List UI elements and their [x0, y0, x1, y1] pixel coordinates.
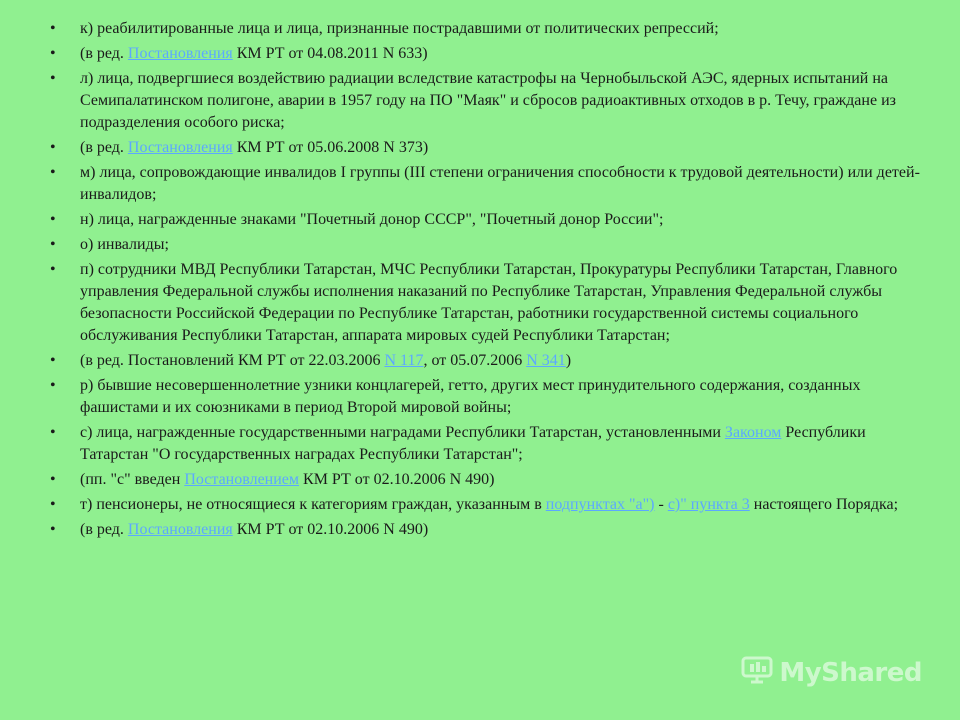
list-item: • м) лица, сопровождающие инвалидов I группы (III степени ограничения способности к трудовой деятельности) или детей-инвалидов;	[50, 164, 920, 203]
list-item: • р) бывшие несовершеннолетние узники концлагерей, гетто, других мест принудительного содержания, созданных фашистами и их союзниками в период Второй мировой войны;	[50, 377, 861, 416]
list-item: • л) лица, подвергшиеся воздействию радиации вследствие катастрофы на Чернобыльской АЭС, ядерных испытаний на Семипалатинском полигоне, аварии в 1957 году на ПО "Маяк" и сбросов радиоактивных отходов в р. Течу, граждане из подразделения особого риска;	[50, 70, 896, 131]
link-s-punkta-3[interactable]: с)" пункта 3	[667, 496, 750, 513]
presentation-screen-icon	[741, 655, 773, 690]
bullet: •	[50, 471, 56, 488]
list-item: • к) реабилитированные лица и лица, признанные пострадавшими от политических репрессий;	[50, 18, 920, 40]
list-item: • т) пенсионеры, не относящиеся к категориям граждан, указанным в подпунктах "а") - с)" пункта 3 настоящего Порядка;	[50, 494, 920, 516]
bullet: •	[50, 496, 56, 513]
list-item: • (в ред. Постановления КМ РТ от 05.06.2008 N 373)	[50, 137, 920, 159]
item-list	[50, 18, 920, 544]
bullet: •	[50, 70, 56, 87]
bullet: •	[50, 352, 56, 369]
link-postanovleniya[interactable]: Постановления	[127, 139, 233, 156]
list-item: • о) инвалиды;	[50, 234, 920, 256]
bullet: •	[50, 139, 56, 156]
list-item: • (пп. "с" введен Постановлением КМ РТ от 02.10.2006 N 490)	[50, 469, 920, 491]
bullet: •	[50, 211, 56, 228]
list-item: • с) лица, награжденные государственными наградами Республики Татарстан, установленными Законом Республики Татарстан "О государственных наградах Республики Татарстан";	[50, 424, 866, 463]
link-podpunktah-a[interactable]: подпунктах "а")	[545, 496, 655, 513]
bullet: •	[50, 164, 56, 181]
bullet: •	[50, 521, 56, 538]
bullet: •	[50, 45, 56, 62]
link-n341[interactable]: N 341	[526, 352, 566, 369]
bullet: •	[50, 261, 56, 278]
list-item: • (в ред. Постановления КМ РТ от 02.10.2006 N 490)	[50, 519, 920, 541]
link-postanovleniya[interactable]: Постановления	[127, 521, 233, 538]
list-item: • п) сотрудники МВД Республики Татарстан, МЧС Республики Татарстан, Прокуратуры Республики Татарстан, Главного управления Федеральной службы исполнения наказаний по Республике Татарстан, Управления Федеральной службы безопасности Российской Федерации по Республике Татарстан, работники государственной системы социального обслуживания Республики Татарстан, аппарата мировых судей Республики Татарстан;	[50, 261, 898, 344]
link-zakonom[interactable]: Законом	[724, 424, 782, 441]
bullet: •	[50, 377, 56, 394]
link-n117[interactable]: N 117	[384, 352, 424, 369]
watermark-text: MyShared	[779, 657, 922, 688]
bullet: •	[50, 236, 56, 253]
bullet: •	[50, 20, 56, 37]
list-item: • н) лица, награжденные знаками "Почетный донор СССР", "Почетный донор России";	[50, 209, 920, 231]
bullet: •	[50, 424, 56, 441]
list-item: • (в ред. Постановлений КМ РТ от 22.03.2006 N 117, от 05.07.2006 N 341)	[50, 350, 920, 372]
list-item: • (в ред. Постановления КМ РТ от 04.08.2011 N 633)	[50, 43, 920, 65]
link-postanovleniem[interactable]: Постановлением	[184, 471, 300, 488]
watermark	[741, 655, 922, 690]
link-postanovleniya[interactable]: Постановления	[127, 45, 233, 62]
